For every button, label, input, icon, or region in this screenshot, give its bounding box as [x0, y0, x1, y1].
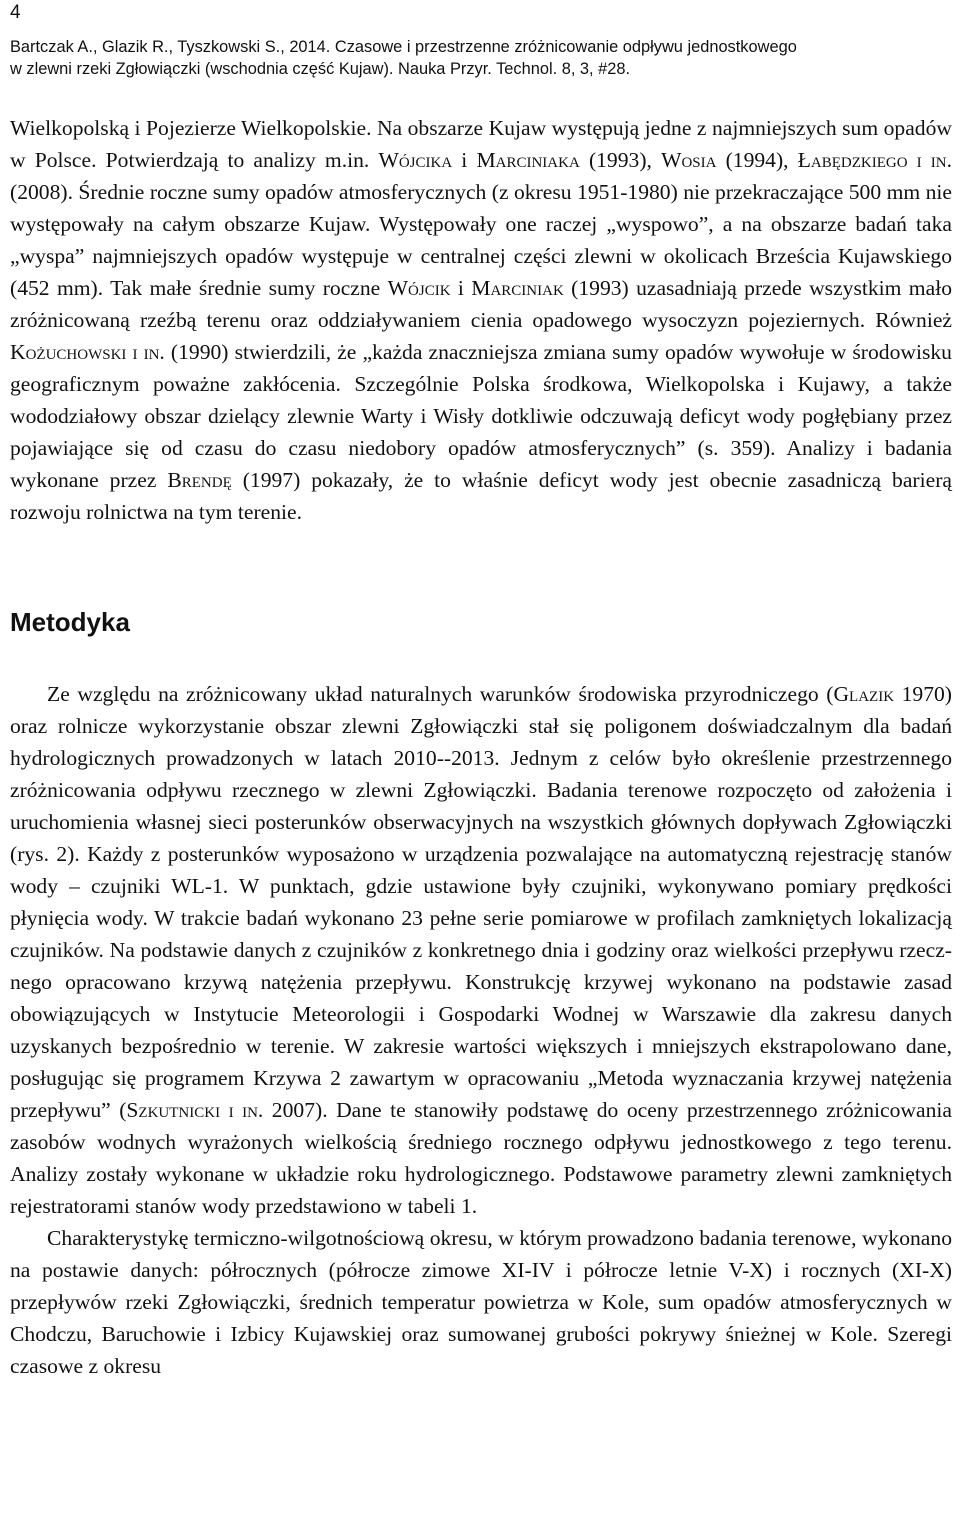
- author-name: Marciniak: [471, 276, 564, 300]
- text-run: (1990) stwierdzili, że „każda znaczniejsza zmiana sumy opadów wywołuje w środowisku geograficznym poważne zakłócenia. Szczególnie Polska środkowa, Wielkopolska i Kujawy, a także wododziałowy obszar dzielący zlewnie Warty i Wisły dotkliwie odczuwają deficyt wody pogłębiany przez pojawiające się od czasu do czasu niedobory opadów atmosferycznych” (s. 359). Analizy i badania wykonane przez: [10, 340, 952, 492]
- paragraph-1: [10, 112, 952, 528]
- citation-line-1: Bartczak A., Glazik R., Tyszkowski S., 2014. Czasowe i przestrzenne zróżnicowanie odpływu jednostkowego: [10, 38, 797, 56]
- page-number: 4: [10, 2, 21, 23]
- author-name: Wójcika: [378, 148, 453, 172]
- author-name: Szkutnicki i in.: [126, 1098, 264, 1122]
- author-name: Wosia: [661, 148, 717, 172]
- document-page: [10, 0, 952, 1382]
- text-run: 1970) oraz rolnicze wykorzystanie obszar zlewni Zgłowiączki stał się poligonem doświadczalnym dla badań hydrologicznych prowadzonych w latach 2010--2013. Jednym z celów było określenie przestrzennego zróżnicowania odpływu rzecznego w zlewni Zgłowiączki. Badania terenowe rozpoczęto od założenia i uruchomienia własnej sieci posterunków obserwacyjnych na wszystkich głównych dopływach Zgłowiączki (rys. 2). Każdy z posterunków wyposażono w urządzenia pozwalające na automatyczną rejestrację stanów wody – czujniki WL-1. W punktach, gdzie ustawione były czujniki, wykonywano pomiary prędkości płynięcia wody. W trakcie badań wykonano 23 pełne serie pomiarowe w profilach zamkniętych lokalizacją czujników. Na podstawie danych z czujników z konkretnego dnia i godziny oraz wielkości przepływu rzecznego opracowano krzywą natężenia przepływu. Konstrukcję krzywej wykonano na podstawie zasad obowiązujących w Instytucie Meteorologii i Gospodarki Wodnej w Warszawie dla zakresu danych uzyskanych bezpośrednio w terenie. W zakresie wartości większych i mniejszych ekstrapolowano dane, posługując się programem Krzywa 2 zawartym w opracowaniu „Metoda wyznaczania krzywej natężenia przepływu” (: [10, 682, 952, 1122]
- paragraph-2: [10, 678, 952, 1222]
- text-run: Wielkopolską i Pojezierze Wielkopolskie. Na obszarze Kujaw występują jedne z najmniejszych sum opadów w Polsce. Potwierdzają to analizy m.in.: [10, 116, 952, 172]
- paragraph-3: [10, 1222, 952, 1382]
- author-name: Kożuchowski i in.: [10, 340, 165, 364]
- author-name: Brendę: [167, 468, 232, 492]
- section-heading: Metodyka: [10, 607, 130, 637]
- author-name: Łabędzkiego i in.: [797, 148, 953, 172]
- text-run: (1993),: [579, 148, 662, 172]
- text-run: (1993) uzasadniają przede wszystkim mało zróżnicowaną rzeźbą terenu oraz oddziaływaniem cienia opadowego wysoczyzn pojeziernych. Również: [10, 276, 952, 332]
- citation-line-2: w zlewni rzeki Zgłowiączki (wschodnia część Kujaw). Nauka Przyr. Technol. 8, 3, #28.: [10, 60, 631, 78]
- author-name: Marciniaka: [476, 148, 580, 172]
- text-run: (1997) pokazały, że to właśnie deficyt wody jest obecnie zasadniczą barierą rozwoju rolnictwa na tym terenie.: [10, 468, 952, 524]
- text-run: Charakterystykę termiczno-wilgotnościową okresu, w którym prowadzono badania terenowe, wykonano na postawie danych: półrocznych (półrocze zimowe XI-IV i półrocze letnie V-X) i rocznych (XI-X) przepływów rzeki Zgłowiączki, średnich temperatur powietrza w Kole, sum opadów atmosferycznych w Chodczu, Baruchowie i Izbicy Kujawskiej oraz sumowanej grubości pokrywy śnieżnej w Kole. Szeregi czasowe z okresu: [10, 1226, 952, 1378]
- running-header-citation: [10, 36, 952, 80]
- text-run: 2007). Dane te stanowiły podstawę do oceny przestrzennego zróżnicowania zasobów wodnych wyrażonych wielkością średniego rocznego odpływu jednostkowego z tego terenu. Analizy zostały wykonane w układzie roku hydrologicznego. Podstawowe parametry zlewni zamkniętych rejestratorami stanów wody przedstawiono w tabeli 1.: [10, 1098, 952, 1218]
- author-name: Glazik: [833, 682, 895, 706]
- text-run: (1994),: [716, 148, 798, 172]
- text-run: i: [452, 148, 477, 172]
- text-run: i: [450, 276, 472, 300]
- author-name: Wójcik: [387, 276, 451, 300]
- text-run: Ze względu na zróżnicowany układ naturalnych warunków środowiska przyrodniczego (: [47, 682, 834, 706]
- text-run: (2008). Średnie roczne sumy opadów atmosferycznych (z okresu 1951-1980) nie przekraczające 500 mm nie występowały na całym obszarze Kujaw. Występowały one raczej „wyspowo”, a na obszarze badań taka „wyspa” najmniejszych opadów występuje w centralnej części zlewni w okolicach Brześcia Kujawskiego (452 mm). Tak małe średnie sumy roczne: [10, 180, 952, 300]
